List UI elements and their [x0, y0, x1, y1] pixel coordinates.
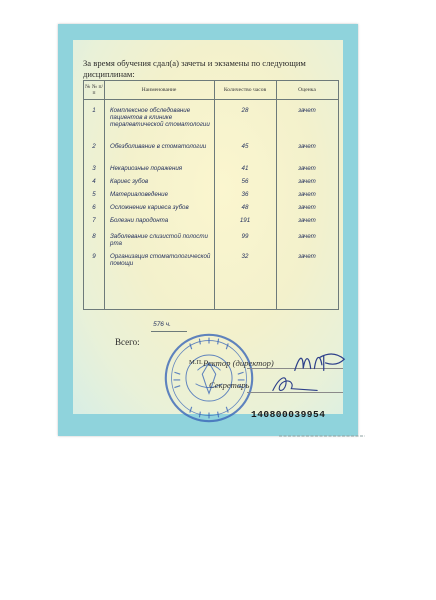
header-name: Наименование: [141, 87, 177, 93]
row-number: 7: [92, 217, 96, 224]
row-number: 6: [92, 204, 96, 211]
row-discipline: Материаловедение: [110, 191, 169, 198]
row-discipline: Некариозные поражения: [110, 165, 183, 172]
column-divider: [276, 81, 277, 309]
row-discipline: Болезни пародонта: [110, 217, 169, 224]
header-divider: [84, 99, 338, 100]
row-hours: 48: [241, 204, 249, 211]
document-serial-number: 140800039954: [251, 409, 326, 420]
row-grade: зачет: [298, 253, 316, 260]
row-grade: зачет: [298, 143, 316, 150]
official-seal-stamp: [161, 330, 257, 426]
mp-label: М.П.: [189, 359, 203, 366]
row-discipline: Обезболивание в стоматологии: [110, 143, 207, 150]
row-number: 4: [92, 178, 96, 185]
total-label: Всего:: [115, 337, 140, 347]
row-hours: 41: [241, 165, 249, 172]
row-hours: 28: [241, 107, 249, 114]
transcript-heading: За время обучения сдал(а) зачеты и экзамены по следующим дисциплинам:: [83, 58, 306, 79]
row-discipline: Комплексное обследование пациентов в клинике терапевтической стоматологии: [110, 107, 210, 128]
row-number: 8: [92, 233, 96, 240]
row-grade: зачет: [298, 165, 316, 172]
row-discipline: Организация стоматологической помощи: [110, 253, 211, 267]
row-number: 9: [92, 253, 96, 260]
header-hours: Количество часов: [223, 87, 267, 93]
row-grade: зачет: [298, 191, 316, 198]
row-grade: зачет: [298, 178, 316, 185]
row-hours: 45: [241, 143, 249, 150]
row-number: 1: [92, 107, 96, 114]
total-hours-value: 576 ч.: [153, 321, 171, 328]
row-discipline: Осложнение кариеса зубов: [110, 204, 189, 211]
row-number: 5: [92, 191, 96, 198]
row-number: 3: [92, 165, 96, 172]
row-hours: 32: [241, 253, 249, 260]
paper-background: [73, 40, 343, 420]
rector-label: Ректор (директор): [203, 358, 274, 368]
printer-imprint: [279, 434, 365, 438]
row-hours: 191: [239, 217, 251, 224]
diploma-supplement-sheet: [58, 24, 358, 436]
row-number: 2: [92, 143, 96, 150]
row-discipline: Заболевание слизистой полости рта: [110, 233, 208, 247]
disciplines-table: [83, 80, 339, 310]
column-divider: [104, 81, 105, 309]
row-grade: зачет: [298, 217, 316, 224]
row-hours: 56: [241, 178, 249, 185]
row-hours: 99: [241, 233, 249, 240]
row-grade: зачет: [298, 204, 316, 211]
secretary-label: Секретарь: [209, 380, 250, 390]
row-discipline: Кариес зубов: [110, 178, 149, 185]
header-grade: Оценка: [298, 87, 316, 93]
row-grade: зачет: [298, 233, 316, 240]
row-hours: 36: [241, 191, 249, 198]
row-grade: зачет: [298, 107, 316, 114]
secretary-signature: [267, 372, 323, 396]
header-number: № № п/п: [84, 84, 104, 96]
